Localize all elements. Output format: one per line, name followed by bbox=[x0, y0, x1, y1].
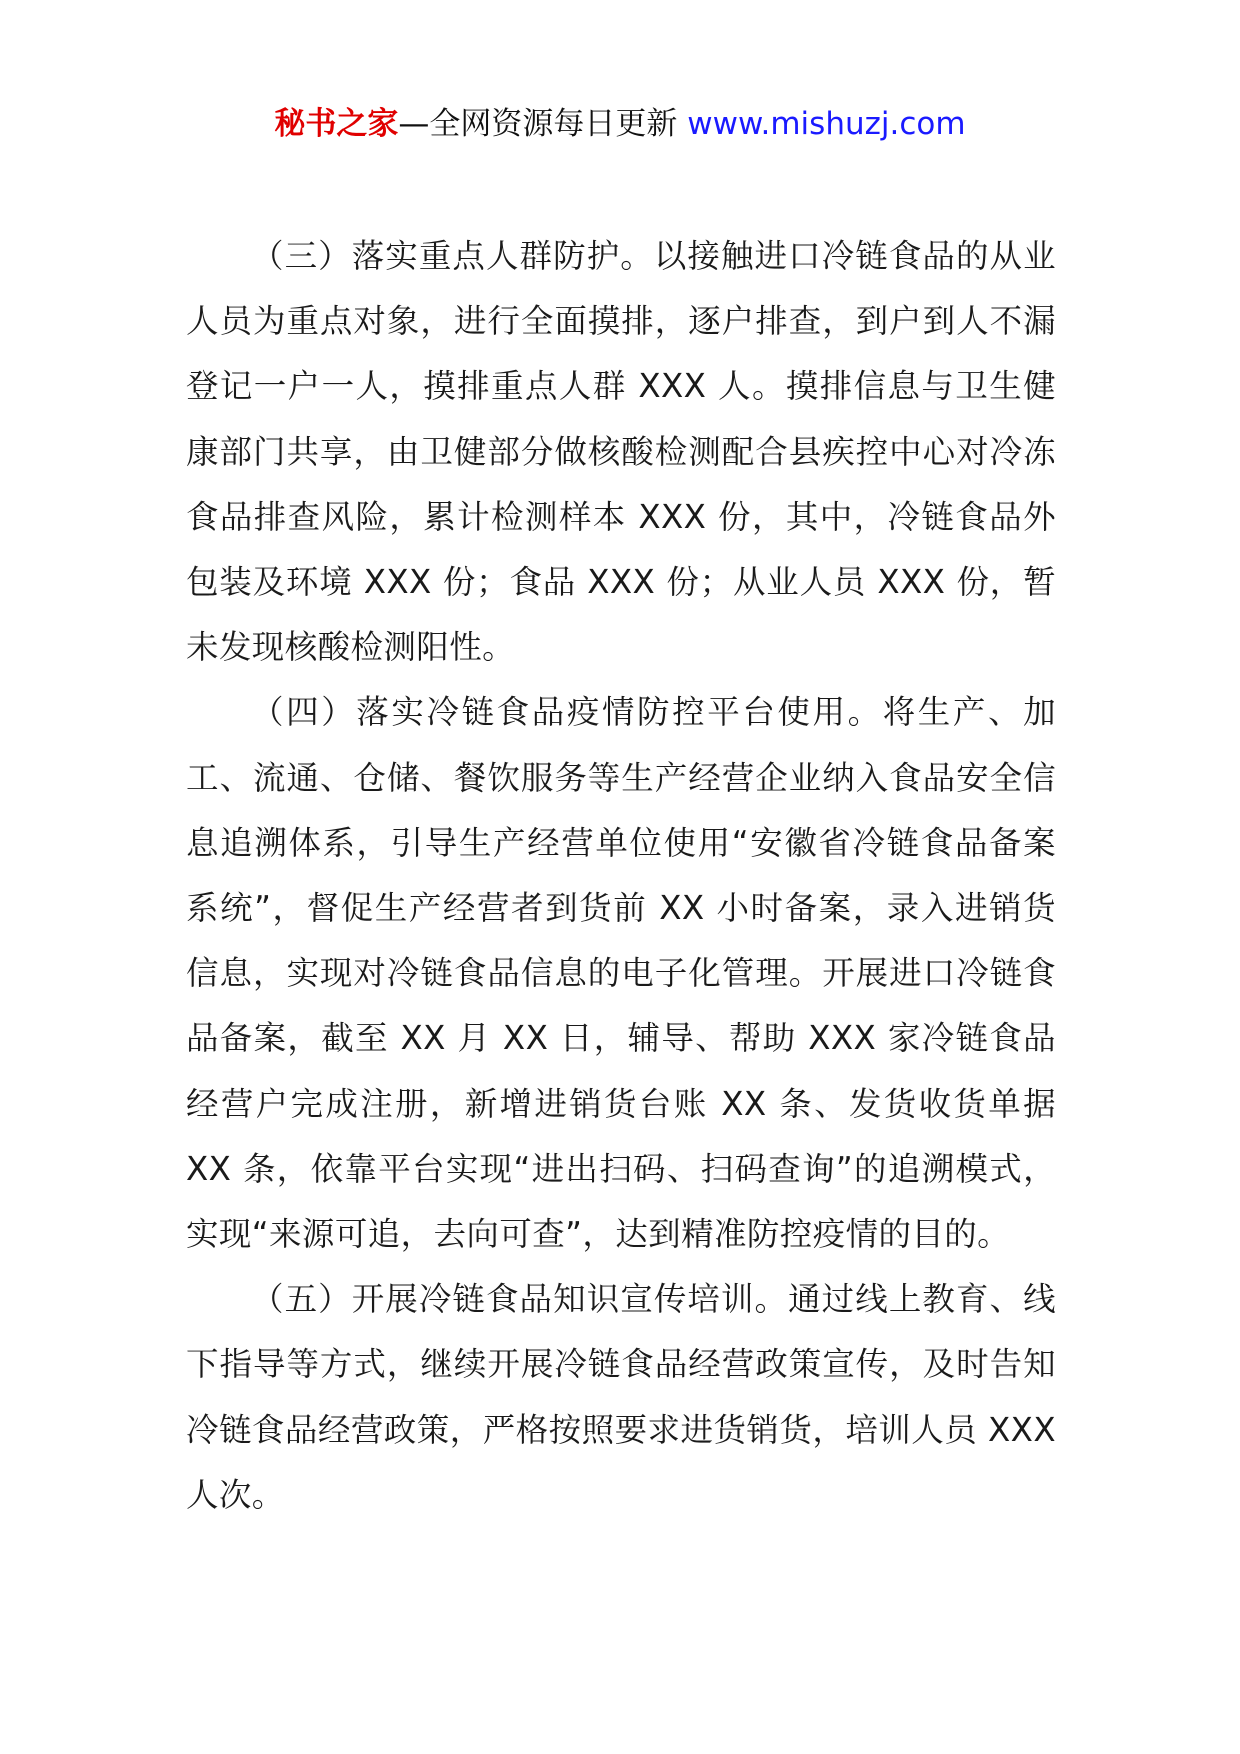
paragraph-section-3: （三）落实重点人群防护。以接触进口冷链食品的从业人员为重点对象，进行全面摸排，逐户排查，到户到人不漏登记一户一人，摸排重点人群 XXX 人。摸排信息与卫生健康部门共享，由卫健部分做核酸检测配合县疾控中心对冷冻食品排查风险，累计检测样本 XXX 份，其中，冷链食品外包装及环境 XXX 份；食品 XXX 份；从业人员 XXX 份，暂未发现核酸检测阳性。 bbox=[186, 237, 1056, 667]
header-tagline: —全网资源每日更新 bbox=[398, 106, 688, 142]
site-url-link[interactable]: www.mishuzj.com bbox=[687, 106, 966, 142]
page-header bbox=[0, 100, 1240, 148]
brand-name: 秘书之家 bbox=[274, 106, 399, 142]
document-body bbox=[186, 224, 1056, 1528]
paragraph-section-4: （四）落实冷链食品疫情防控平台使用。将生产、加工、流通、仓储、餐饮服务等生产经营企业纳入食品安全信息追溯体系，引导生产经营单位使用“安徽省冷链食品备案系统”，督促生产经营者到货前 XX 小时备案，录入进销货信息，实现对冷链食品信息的电子化管理。开展进口冷链食品备案，截至 XX 月 XX 日，辅导、帮助 XXX 家冷链食品经营户完成注册，新增进销货台账 XX 条、发货收货单据 XX 条，依靠平台实现“进出扫码、扫码查询”的追溯模式，实现“来源可追，去向可查”，达到精准防控疫情的目的。 bbox=[186, 693, 1056, 1254]
paragraph-section-5: （五）开展冷链食品知识宣传培训。通过线上教育、线下指导等方式，继续开展冷链食品经营政策宣传，及时告知冷链食品经营政策，严格按照要求进货销货，培训人员 XXX 人次。 bbox=[186, 1280, 1056, 1514]
